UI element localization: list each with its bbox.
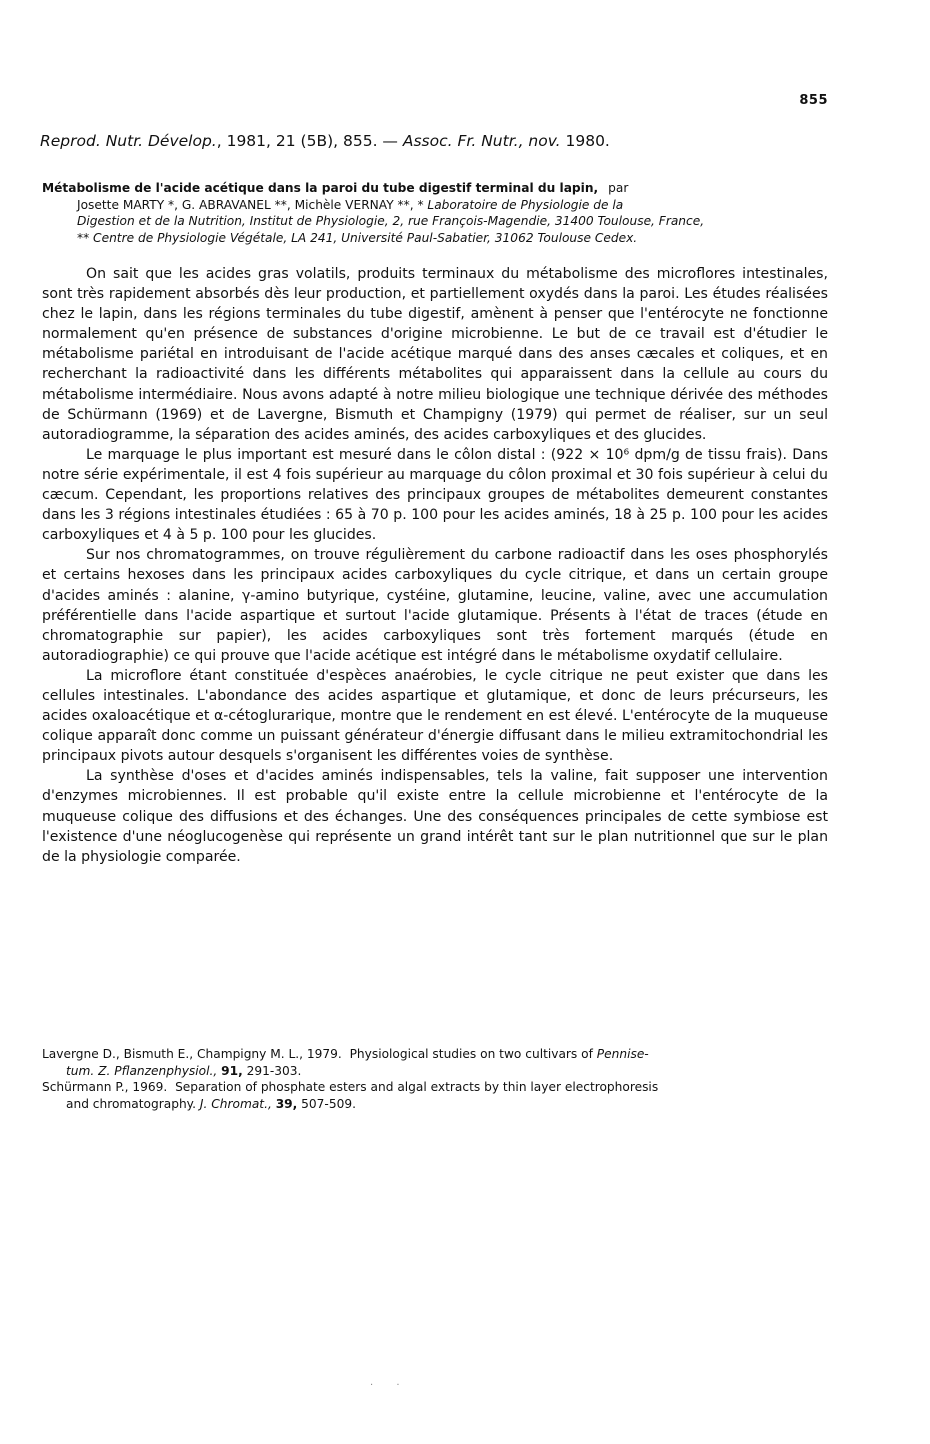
affiliation-line-2: Digestion et de la Nutrition, Institut de Physiologie, 2, rue François-Magendie, 31400 Toulouse, France, — [77, 214, 705, 228]
body-paragraph: Le marquage le plus important est mesuré dans le côlon distal : (922 × 10⁶ dpm/g de tissu frais). Dans notre série expérimentale, il est 4 fois supérieur au marquage du côlon proximal et 30 fois supérieur à celui du cæcum. Cependant, les proportions relatives des principaux groupes de métabolites demeurent constantes dans les 3 régions intestinales étudiées : 65 à 70 p. 100 pour les acides aminés, 18 à 25 p. 100 pour les acides carboxyliques et 4 à 5 p. 100 pour les glucides. — [42, 446, 828, 544]
reference-title-italic: Pennise- — [596, 1047, 649, 1061]
reference-authors: Lavergne D., Bismuth E., Champigny M. L., 1979. — [42, 1047, 342, 1061]
references-list — [42, 1046, 828, 1112]
article-title: Métabolisme de l'acide acétique dans la paroi du tube digestif terminal du lapin, — [42, 181, 599, 195]
body-paragraph: La microflore étant constituée d'espèces anaérobies, le cycle citrique ne peut exister que dans les cellules intestinales. L'abondance des acides aspartique et glutamique, et donc de leurs précurseurs, les acides oxaloacétique et α-cétoglurarique, montre que le rendement en est élevé. L'entérocyte de la muqueuse colique apparaît donc comme un puissant générateur d'énergie diffusant dans le milieu extramitochondrial les principaux pivots autour desquels s'organisent les différentes voies de synthèse. — [42, 667, 828, 765]
reference-title: Separation of phosphate esters and algal extracts by thin layer electrophoresis — [175, 1080, 659, 1094]
association-name: Assoc. Fr. Nutr., nov. — [402, 132, 561, 150]
journal-year-volume: , 1981, 21 (5B), 855. — — [216, 132, 403, 150]
body-paragraph: La synthèse d'oses et d'acides aminés indispensables, tels la valine, fait supposer une intervention d'enzymes microbiennes. Il est probable qu'il existe entre la cellule microbienne et l'entérocyte de la muqueuse colique des diffusions et des échanges. Une des conséquences principales de cette symbiose est l'existence d'une néoglucogenèse qui représente un grand intérêt tant sur le plan nutritionnel que sur le plan de la physiologie comparée. — [42, 768, 828, 865]
reference-volume: 91, — [221, 1063, 243, 1078]
page-number: 855 — [799, 93, 828, 108]
meeting-date: 1980. — [560, 132, 610, 150]
reference-continuation — [42, 1096, 828, 1113]
reference-item — [42, 1046, 828, 1079]
par-word: par — [608, 181, 629, 195]
reference-title: Physiological studies on two cultivars of — [349, 1047, 593, 1061]
journal-name: Reprod. Nutr. Dévelop. — [40, 132, 217, 150]
authors-row — [42, 197, 828, 214]
article-header — [42, 180, 828, 246]
reference-pages: 507-509. — [301, 1096, 356, 1111]
reference-title-end: and chromatography. — [66, 1096, 197, 1111]
reference-pages: 291-303. — [246, 1063, 302, 1078]
title-row — [42, 180, 828, 197]
affiliation-line-1: * Laboratoire de Physiologie de la — [417, 197, 624, 212]
journal-citation-line — [40, 132, 840, 150]
reference-journal: J. Chromat., — [199, 1096, 272, 1111]
reference-item — [42, 1079, 828, 1112]
reference-continuation — [42, 1063, 828, 1080]
reference-line — [42, 1079, 828, 1096]
article-body — [42, 264, 828, 867]
author-list: Josette MARTY *, G. ABRAVANEL **, Michèle VERNAY **, — [77, 197, 414, 212]
reference-line — [42, 1046, 828, 1063]
affiliation-line-3: ** Centre de Physiologie Végétale, LA 241, Université Paul-Sabatier, 31062 Toulouse Cedex. — [77, 230, 638, 245]
body-paragraph: Sur nos chromatogrammes, on trouve régulièrement du carbone radioactif dans les oses phosphorylés et certains hexoses dans les principaux acides carboxyliques du cycle citrique, et dans un certain groupe d'acides aminés : alanine, γ-amino butyrique, cystéine, glutamine, leucine, valine, avec une accumulation préférentielle dans l'acide aspartique et surtout l'acide glutamique. Présents à l'état de traces (étude en chromatographie sur papier), les acides carboxyliques sont très fortement marqués (étude en autoradiographie) ce qui prouve que l'acide acétique est intégré dans le métabolisme oxydatif cellulaire. — [42, 547, 828, 664]
reference-volume: 39, — [275, 1096, 298, 1111]
body-paragraph: On sait que les acides gras volatils, produits terminaux du métabolisme des microflores intestinales, sont très rapidement absorbés dès leur production, et partiellement oxydés dans la paroi. Les études réalisées chez le lapin, dans les régions terminales du tube digestif, amènent à penser que l'entérocyte ne fonctionne normalement qu'en présence de substances d'origine microbienne. Le but de ce travail est d'étudier le métabolisme pariétal en introduisant de l'acide acétique marqué dans des anses cæcales et coliques, et en recherchant la radioactivité dans les différents métabolites qui apparaissent dans la cellule au cours du métabolisme intermédiaire. Nous avons adapté à notre milieu biologique une technique dérivée des méthodes de Schürmann (1969) et de Lavergne, Bismuth et Champigny (1979) qui permet de réaliser, sur un seul autoradiogramme, la séparation des acides aminés, des acides carboxyliques et des glucides. — [42, 266, 828, 443]
reference-authors: Schürmann P., 1969. — [42, 1080, 168, 1094]
scan-specks: · · — [370, 1380, 410, 1391]
reference-journal: tum. Z. Pflanzenphysiol., — [66, 1063, 218, 1078]
